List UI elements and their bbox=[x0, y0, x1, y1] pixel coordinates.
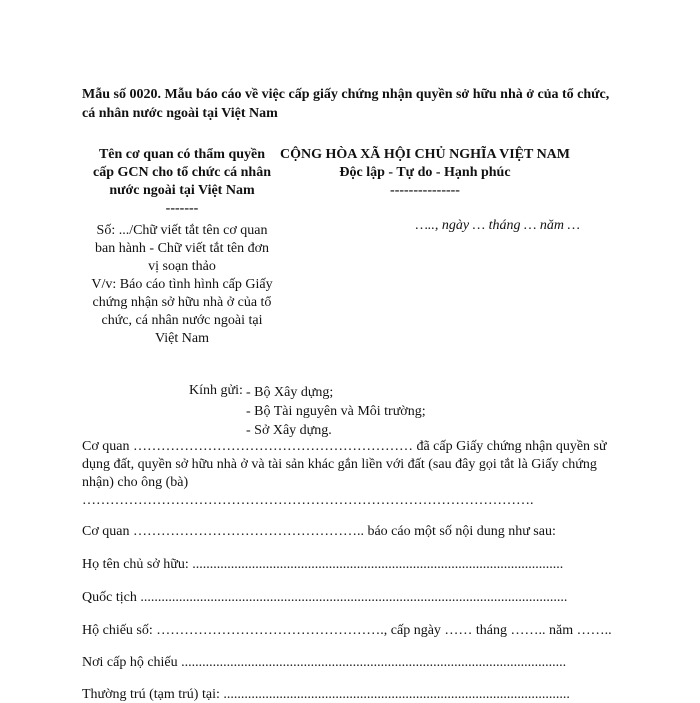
agency-line: Tên cơ quan có thẩm quyền bbox=[98, 147, 266, 162]
recipient-item: - Sở Xây dựng. bbox=[246, 423, 332, 438]
recipient-list bbox=[246, 383, 426, 440]
subject-text: chứng nhận sở hữu nhà ở của tổ bbox=[92, 295, 272, 310]
document-number-line: ban hành - Chữ viết tắt tên đơn bbox=[94, 241, 269, 256]
document-number bbox=[82, 222, 282, 276]
recipient-item: - Bộ Xây dựng; bbox=[246, 385, 334, 400]
passport-issuer-line: Nơi cấp hộ chiếu .............................................................................................................. bbox=[82, 655, 567, 670]
subject-line bbox=[82, 276, 282, 348]
document-number-line: Số: .../Chữ viết tắt tên cơ quan bbox=[96, 223, 268, 238]
intro-text: Cơ quan …………………………………………………… đã cấp Giấy chứng nhận quyền sử dụng đất, quyền sở hữu nhà ở và tài sản khác gắn liền với đất (sau đây gọi tắt là Giấy chứng nhận) cho ông (bà) bbox=[82, 439, 607, 490]
subject-text: V/v: Báo cáo tình hình cấp Giấy bbox=[91, 277, 273, 292]
passport-number-line: Hộ chiếu số: …………………………………………., cấp ngày …… tháng …….. năm …….. bbox=[82, 623, 612, 638]
place-date: ….., ngày … tháng … năm … bbox=[415, 218, 580, 233]
owner-name-line: Họ tên chủ sở hữu: .......................................................................................................... bbox=[82, 557, 564, 572]
motto-divider: --------------- bbox=[390, 183, 460, 198]
recipient-label: Kính gửi: bbox=[189, 383, 243, 398]
reporting-agency-line: Cơ quan ………………………………………….. báo cáo một số nội dung như sau: bbox=[82, 524, 556, 539]
subject-text: chức, cá nhân nước ngoài tại bbox=[101, 313, 263, 328]
nationality-line: Quốc tịch .......................................................................................................................... bbox=[82, 590, 568, 605]
country-name: CỘNG HÒA XÃ HỘI CHỦ NGHĨA VIỆT NAM bbox=[279, 147, 570, 162]
national-header bbox=[270, 146, 580, 200]
agency-line: cấp GCN cho tổ chức cá nhân bbox=[93, 165, 271, 180]
agency-divider: ------- bbox=[165, 201, 199, 216]
intro-paragraph bbox=[82, 438, 612, 510]
recipient-item: - Bộ Tài nguyên và Môi trường; bbox=[246, 404, 426, 419]
national-motto: Độc lập - Tự do - Hạnh phúc bbox=[339, 165, 511, 180]
agency-name bbox=[82, 146, 282, 200]
subject-text: Việt Nam bbox=[155, 331, 209, 346]
agency-line: nước ngoài tại Việt Nam bbox=[109, 183, 255, 198]
form-title: Mẫu số 0020. Mẫu báo cáo về việc cấp giấy chứng nhận quyền sở hữu nhà ở của tổ chức, cá nhân nước ngoài tại Việt Nam bbox=[82, 87, 610, 121]
issuing-agency-block bbox=[82, 146, 282, 348]
document-number-line: vị soạn thảo bbox=[148, 259, 216, 274]
intro-dots: ……………………………………………………………………………………. bbox=[82, 493, 534, 508]
residence-line: Thường trú (tạm trú) tại: ................................................................................................... bbox=[82, 687, 570, 702]
